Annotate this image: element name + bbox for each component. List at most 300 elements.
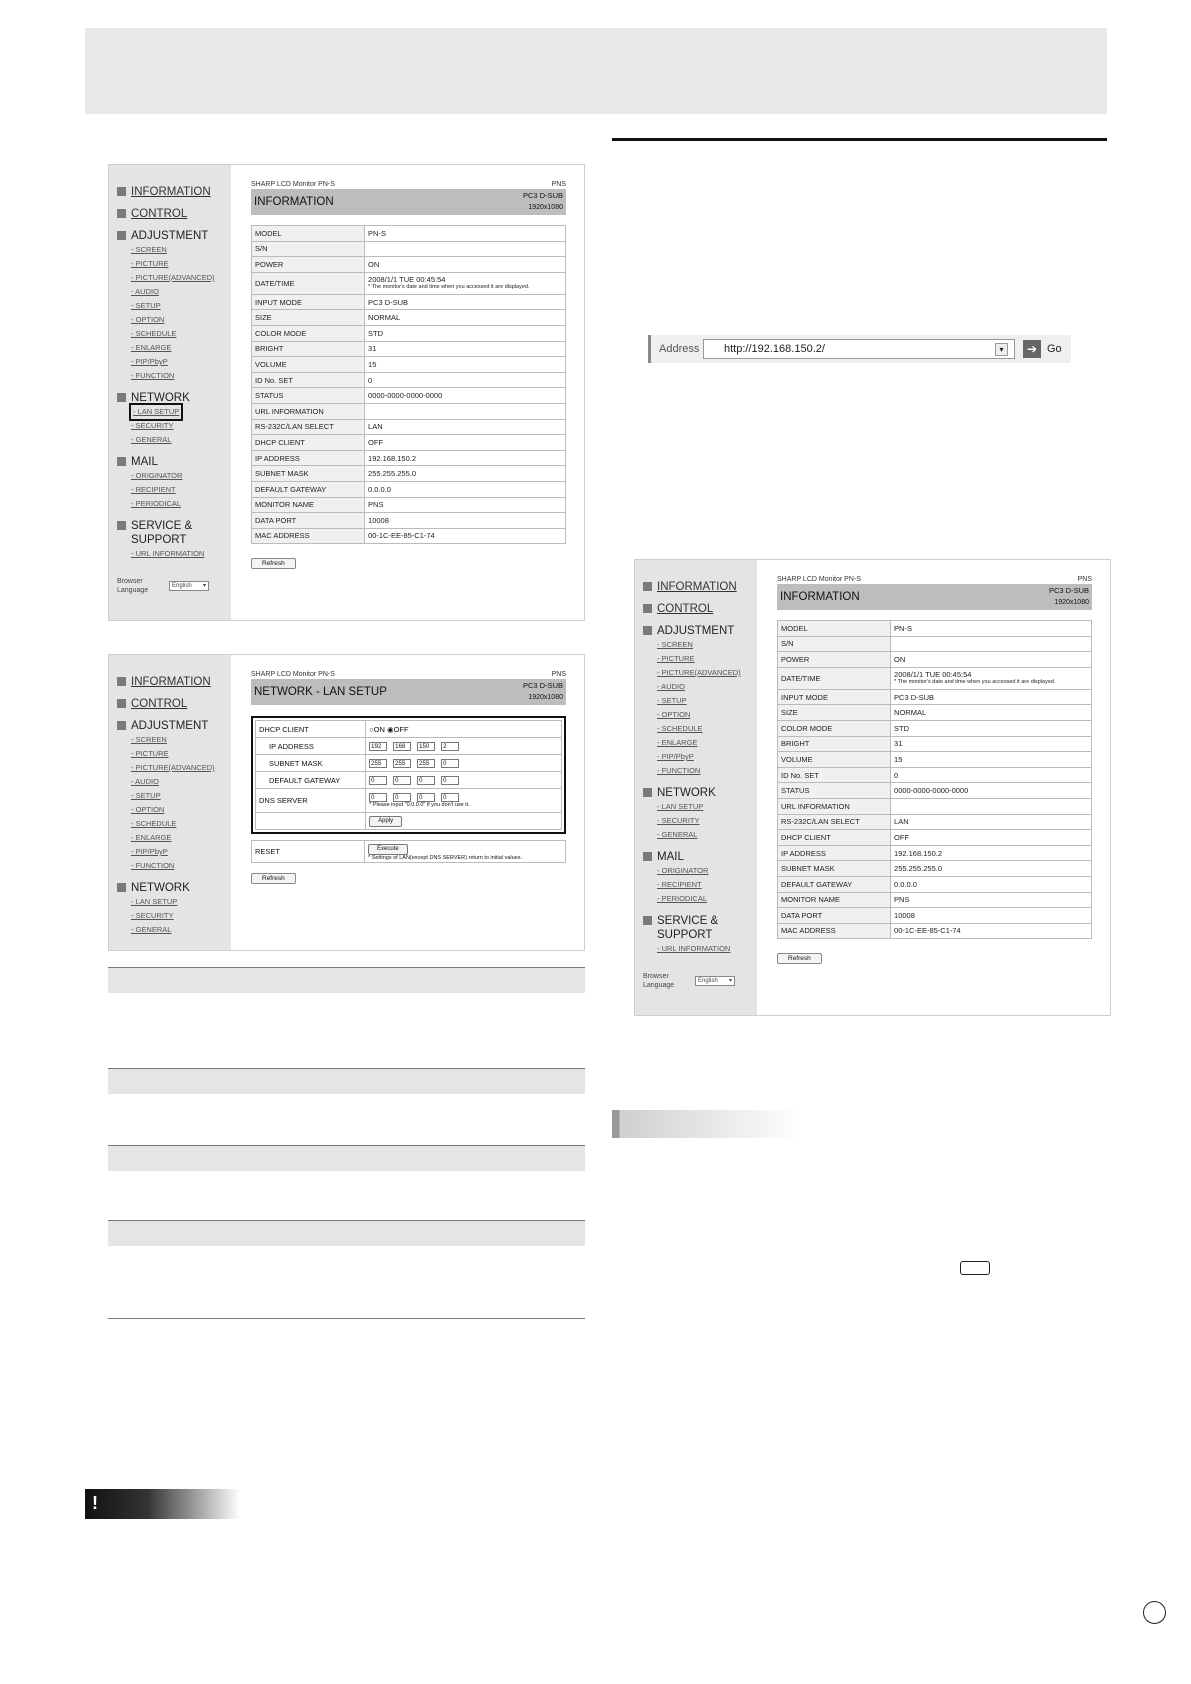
chevron-down-icon: ▾ <box>728 977 732 984</box>
reset-note: * Settings of LAN(except DNS SERVER) return to initial values. <box>368 854 522 861</box>
sidebar-subitem[interactable] <box>131 831 225 845</box>
sidebar-subitem[interactable] <box>657 694 751 708</box>
row-key: STATUS <box>778 783 891 799</box>
sidebar-category-label: ADJUSTMENT <box>131 230 209 242</box>
table-row <box>778 689 1092 705</box>
sidebar-subitem-label[interactable]: SCREEN <box>135 735 167 744</box>
refresh-button[interactable]: Refresh <box>251 558 296 569</box>
refresh-button[interactable]: Refresh <box>777 953 822 964</box>
row-value-cell <box>891 636 1092 652</box>
info-table <box>777 620 1092 939</box>
sidebar-subitem-wrap <box>657 866 708 875</box>
ip-fields <box>366 738 562 755</box>
row-key: IP ADDRESS <box>778 845 891 861</box>
sidebar-subitem-label[interactable]: ORIGINATOR <box>135 471 183 480</box>
sidebar-subitem-label[interactable]: LAN SETUP <box>137 407 180 416</box>
row-value-cell <box>365 513 566 529</box>
sidebar-subitem[interactable] <box>657 680 751 694</box>
row-value: 00-1C-EE-85-C1-74 <box>894 926 961 936</box>
row-value: PNS <box>894 895 910 905</box>
row-value-cell <box>891 720 1092 736</box>
sidebar-subitem[interactable] <box>657 764 751 778</box>
sidebar-subitem-wrap <box>657 752 694 761</box>
sidebar-subitem[interactable] <box>131 355 225 369</box>
sidebar-category[interactable] <box>117 185 225 199</box>
sidebar-category <box>117 881 225 895</box>
sidebar-subitem[interactable] <box>131 483 225 497</box>
square-bullet-icon <box>643 604 652 613</box>
language-select[interactable] <box>695 976 735 986</box>
row-key: DEFAULT GATEWAY <box>778 876 891 892</box>
sidebar-subitem[interactable] <box>131 909 225 923</box>
reset-table <box>251 840 566 863</box>
dash-bullet: - <box>657 738 662 747</box>
row-value: ON <box>368 259 380 269</box>
row-value-cell <box>365 341 566 357</box>
note-heading-bar <box>612 1110 802 1138</box>
sidebar-subitem-label[interactable]: SCHEDULE <box>135 329 177 338</box>
sidebar-subitem-label[interactable]: URL INFORMATION <box>661 944 731 953</box>
ip-octet-input[interactable]: 192 <box>369 742 387 751</box>
sidebar-subitem[interactable] <box>131 243 225 257</box>
sidebar-subitem-label[interactable]: PICTURE <box>135 749 169 758</box>
sidebar-category <box>117 519 225 547</box>
sidebar-subitem[interactable] <box>657 864 751 878</box>
sidebar-subitem[interactable] <box>131 789 225 803</box>
row-value-cell <box>365 357 566 373</box>
section-heading-bar <box>108 1145 585 1171</box>
sidebar-subitem-wrap <box>131 763 215 772</box>
square-bullet-icon <box>117 699 126 708</box>
dash-bullet: - <box>657 830 662 839</box>
row-key: MAC ADDRESS <box>252 528 365 544</box>
sidebar-subitem-label[interactable]: SETUP <box>135 791 161 800</box>
dash-bullet: - <box>131 301 136 310</box>
input-mode-label: PC3 D-SUB <box>522 191 563 200</box>
sidebar-subitem[interactable] <box>657 814 751 828</box>
table-row <box>252 341 566 357</box>
sidebar-subitem[interactable] <box>131 817 225 831</box>
table-row <box>252 450 566 466</box>
sidebar-category[interactable] <box>117 697 225 711</box>
row-key: S/N <box>252 241 365 257</box>
dash-bullet: - <box>657 668 662 677</box>
sidebar-subitem-wrap <box>131 819 176 828</box>
sidebar-category-label: NETWORK <box>131 882 190 894</box>
sidebar-subitem-label[interactable]: PIP/PbyP <box>135 357 168 366</box>
title-bar <box>777 584 1092 610</box>
sidebar-category[interactable] <box>643 602 751 616</box>
square-bullet-icon <box>643 788 652 797</box>
sidebar-subitem-label[interactable]: GENERAL <box>135 925 172 934</box>
dash-bullet: - <box>131 357 136 366</box>
sidebar-subitem-label[interactable]: RECIPIENT <box>661 880 702 889</box>
row-value-cell <box>891 767 1092 783</box>
row-value-cell <box>365 294 566 310</box>
sidebar-category-label[interactable]: INFORMATION <box>131 676 211 688</box>
browser-language-label: Browser Language <box>117 578 149 594</box>
sidebar-category <box>117 455 225 469</box>
row-key: IP ADDRESS <box>252 450 365 466</box>
sidebar-subitem[interactable] <box>131 419 225 433</box>
sidebar-subitem-label[interactable]: ENLARGE <box>135 343 172 352</box>
language-select[interactable] <box>169 581 209 591</box>
sidebar-subitem-label[interactable]: GENERAL <box>135 435 172 444</box>
dhcp-on-radio[interactable]: ○ <box>369 724 374 734</box>
sidebar <box>109 165 231 620</box>
sidebar-subitem-label[interactable]: PICTURE(ADVANCED) <box>135 763 215 772</box>
table-row <box>252 241 566 257</box>
sidebar-subitem-wrap <box>131 435 171 444</box>
row-value-cell <box>365 450 566 466</box>
sidebar-subitem[interactable] <box>131 845 225 859</box>
table-row <box>778 736 1092 752</box>
ip-octet-input[interactable]: 150 <box>417 742 435 751</box>
square-bullet-icon <box>643 626 652 635</box>
sidebar-subitem[interactable] <box>131 327 225 341</box>
dash-bullet: - <box>657 866 662 875</box>
row-value: 15 <box>894 754 903 764</box>
sidebar-category[interactable] <box>117 207 225 221</box>
sidebar-subitem-label[interactable]: ENLARGE <box>661 738 698 747</box>
gateway-octet-input[interactable]: 0 <box>441 776 459 785</box>
row-value: STD <box>368 328 384 338</box>
sidebar-subitem[interactable] <box>131 803 225 817</box>
sidebar-subitem-label[interactable]: LAN SETUP <box>661 802 704 811</box>
sidebar-subitem-label[interactable]: PICTURE <box>135 259 169 268</box>
sidebar-subitem-label[interactable]: PIP/PbyP <box>135 847 168 856</box>
sidebar-subitem-wrap <box>657 696 687 705</box>
dash-bullet: - <box>131 259 136 268</box>
subnet-octet-input[interactable]: 0 <box>441 759 459 768</box>
table-row <box>252 325 566 341</box>
gateway-octet-input[interactable]: 0 <box>393 776 411 785</box>
sidebar-subitem-label[interactable]: SETUP <box>135 301 161 310</box>
row-value-cell <box>891 705 1092 721</box>
sidebar-subitem[interactable] <box>657 942 751 956</box>
table-row <box>778 783 1092 799</box>
table-row <box>252 372 566 388</box>
dns-octet-input[interactable]: 0 <box>369 793 387 802</box>
row-key: DEFAULT GATEWAY <box>252 481 365 497</box>
sidebar-subitem[interactable] <box>657 828 751 842</box>
sidebar-subitem[interactable] <box>657 708 751 722</box>
row-key: URL INFORMATION <box>778 798 891 814</box>
sidebar-subitem-label[interactable]: PICTURE <box>661 654 695 663</box>
sidebar-subitem[interactable] <box>657 736 751 750</box>
sidebar-subitem-label[interactable]: OPTION <box>661 710 691 719</box>
sidebar-subitem-wrap <box>131 329 176 338</box>
sidebar-subitem-label[interactable]: SETUP <box>661 696 687 705</box>
sidebar-subitem-label[interactable]: SECURITY <box>135 911 174 920</box>
dash-bullet: - <box>131 833 136 842</box>
sidebar-subitem-label[interactable]: LAN SETUP <box>135 897 178 906</box>
row-key: MONITOR NAME <box>778 892 891 908</box>
row-key: DATA PORT <box>778 908 891 924</box>
row-key: COLOR MODE <box>252 325 365 341</box>
sidebar-subitem-label[interactable]: OPTION <box>135 315 165 324</box>
sidebar-subitem-wrap <box>657 640 693 649</box>
sidebar-subitem[interactable] <box>657 666 751 680</box>
chevron-down-icon[interactable]: ▾ <box>995 343 1008 356</box>
sidebar-subitem[interactable] <box>657 652 751 666</box>
sidebar-subitem[interactable] <box>657 638 751 652</box>
sidebar-subitem[interactable] <box>131 369 225 383</box>
sidebar-subitem-wrap <box>657 880 702 889</box>
sidebar-subitem-wrap <box>131 371 174 380</box>
sidebar-subitem-label[interactable]: AUDIO <box>135 777 159 786</box>
sidebar-subitem[interactable] <box>131 497 225 511</box>
sidebar-subitem[interactable] <box>131 469 225 483</box>
sidebar-subitem-label[interactable]: PICTURE(ADVANCED) <box>135 273 215 282</box>
sidebar-subitem-label[interactable]: AUDIO <box>135 287 159 296</box>
row-key: MAC ADDRESS <box>778 923 891 939</box>
sidebar-subitem-label[interactable]: URL INFORMATION <box>135 549 205 558</box>
sidebar-subitem[interactable] <box>131 405 225 419</box>
apply-button[interactable]: Apply <box>369 816 402 827</box>
row-value-cell <box>365 497 566 513</box>
sidebar-subitem[interactable] <box>657 800 751 814</box>
sidebar-category-label: ADJUSTMENT <box>657 625 735 637</box>
ip-octet-input[interactable]: 168 <box>393 742 411 751</box>
sidebar-category-label[interactable]: INFORMATION <box>657 581 737 593</box>
sidebar-subitem[interactable] <box>657 878 751 892</box>
row-value: 15 <box>368 359 377 369</box>
sidebar-subitem-wrap <box>131 421 174 430</box>
row-value: 0 <box>368 375 373 385</box>
section-rule <box>612 138 1107 141</box>
square-bullet-icon <box>117 393 126 402</box>
sidebar-subitem-label[interactable]: ENLARGE <box>135 833 172 842</box>
sidebar-category-label: MAIL <box>657 851 684 863</box>
row-value: 2008/1/1 TUE 00:45:54 <box>894 670 972 680</box>
main-panel <box>251 655 566 950</box>
sidebar-subitem[interactable] <box>131 341 225 355</box>
go-arrow-icon[interactable]: ➔ <box>1023 340 1041 358</box>
sidebar-subitem[interactable] <box>131 859 225 873</box>
sidebar-subitem-label[interactable]: SCHEDULE <box>661 724 703 733</box>
sidebar-subitem-label[interactable]: PICTURE(ADVANCED) <box>661 668 741 677</box>
row-value-cell <box>891 830 1092 846</box>
sidebar-subitem[interactable] <box>131 313 225 327</box>
go-button[interactable]: Go <box>1047 343 1062 355</box>
sidebar-subitem[interactable] <box>657 722 751 736</box>
sidebar-category-label: MAIL <box>131 456 158 468</box>
sidebar-subitem-label[interactable]: FUNCTION <box>661 766 701 775</box>
table-row <box>252 294 566 310</box>
sidebar-subitem[interactable] <box>131 285 225 299</box>
row-key: INPUT MODE <box>778 689 891 705</box>
dash-bullet: - <box>131 499 136 508</box>
table-row <box>252 310 566 326</box>
dash-bullet: - <box>131 749 136 758</box>
row-key: SIZE <box>252 310 365 326</box>
dhcp-off-radio[interactable]: ◉ <box>387 724 394 734</box>
sidebar-subitem[interactable] <box>131 547 225 561</box>
sidebar-subitem-label[interactable]: PERIODICAL <box>135 499 182 508</box>
sidebar-subitem-wrap <box>657 724 702 733</box>
model-line: SHARP LCD Monitor PN-S <box>777 576 861 583</box>
row-value-cell <box>891 752 1092 768</box>
sidebar-subitem-label[interactable]: SECURITY <box>661 816 700 825</box>
subnet-octet-input[interactable]: 255 <box>393 759 411 768</box>
table-row <box>252 513 566 529</box>
sidebar-subitem-wrap <box>131 833 171 842</box>
row-value: 192.168.150.2 <box>894 848 942 858</box>
sidebar-subitem-label[interactable]: SCREEN <box>135 245 167 254</box>
sidebar-subitem-label[interactable]: AUDIO <box>661 682 685 691</box>
sidebar-subitem[interactable] <box>131 747 225 761</box>
table-row <box>252 403 566 419</box>
info-page-screenshot <box>108 164 585 621</box>
dash-bullet: - <box>131 763 136 772</box>
sidebar-subitem[interactable] <box>131 775 225 789</box>
dash-bullet: - <box>131 315 136 324</box>
execute-button[interactable]: Execute <box>368 844 408 855</box>
dns-octet-input[interactable]: 0 <box>417 793 435 802</box>
sidebar-subitem-label[interactable]: OPTION <box>135 805 165 814</box>
row-value-cell <box>365 388 566 404</box>
square-bullet-icon <box>117 721 126 730</box>
row-value: ON <box>894 654 906 664</box>
resolution-label: 1920x1080 <box>528 204 563 211</box>
row-key: COLOR MODE <box>778 720 891 736</box>
sidebar-category[interactable] <box>117 675 225 689</box>
sidebar-subitem-wrap <box>131 549 204 558</box>
sidebar-subitem-wrap <box>131 499 181 508</box>
dash-bullet: - <box>131 847 136 856</box>
row-value: 0000-0000-0000-0000 <box>368 391 443 401</box>
row-key: STATUS <box>252 388 365 404</box>
sidebar-subitem[interactable] <box>131 733 225 747</box>
dash-bullet: - <box>131 819 136 828</box>
sidebar-subitem-label[interactable]: ORIGINATOR <box>661 866 709 875</box>
gateway-label: DEFAULT GATEWAY <box>256 772 366 789</box>
lan-setup-screenshot <box>108 654 585 951</box>
sidebar-category[interactable] <box>643 580 751 594</box>
sidebar-subitem-label[interactable]: RECIPIENT <box>135 485 176 494</box>
row-value-cell <box>891 845 1092 861</box>
table-row <box>252 257 566 273</box>
address-input[interactable] <box>703 339 1015 359</box>
sidebar-subitem[interactable] <box>131 433 225 447</box>
title-bar <box>251 189 566 215</box>
table-row <box>778 861 1092 877</box>
browser-language-row <box>117 577 225 595</box>
row-value: 255.255.255.0 <box>368 469 416 479</box>
square-bullet-icon <box>643 916 652 925</box>
table-row <box>778 876 1092 892</box>
sidebar-subitem-wrap <box>657 830 697 839</box>
dash-bullet: - <box>657 802 662 811</box>
sidebar-subitem-label[interactable]: FUNCTION <box>135 861 175 870</box>
browser-address-bar <box>648 335 1071 363</box>
row-value: 255.255.255.0 <box>894 864 942 874</box>
sidebar-subitem[interactable] <box>131 923 225 937</box>
dash-bullet: - <box>131 777 136 786</box>
dash-bullet: - <box>657 894 662 903</box>
sidebar-subitem[interactable] <box>657 750 751 764</box>
table-row <box>778 667 1092 689</box>
ip-octet-input[interactable]: 2 <box>441 742 459 751</box>
row-value: 0000-0000-0000-0000 <box>894 786 969 796</box>
row-value: 0.0.0.0 <box>894 879 917 889</box>
dns-octet-input[interactable]: 0 <box>393 793 411 802</box>
sidebar-subitem-wrap <box>131 485 176 494</box>
subnet-octet-input[interactable]: 255 <box>369 759 387 768</box>
dash-bullet: - <box>657 766 662 775</box>
sidebar-subitem[interactable] <box>131 299 225 313</box>
sidebar-subitem-wrap <box>131 805 164 814</box>
sidebar-subitem-label[interactable]: FUNCTION <box>135 371 175 380</box>
sidebar-subitem-label[interactable]: SCREEN <box>661 640 693 649</box>
dash-bullet: - <box>131 371 136 380</box>
warning-heading-bar <box>85 1489 240 1519</box>
dash-bullet: - <box>657 880 662 889</box>
dash-bullet: - <box>131 471 136 480</box>
main-panel <box>251 165 566 620</box>
table-row <box>252 466 566 482</box>
sidebar-subitem[interactable] <box>131 761 225 775</box>
dhcp-radios <box>366 721 562 738</box>
sidebar-subitem-label[interactable]: SCHEDULE <box>135 819 177 828</box>
sidebar-subitem-label[interactable]: PERIODICAL <box>661 894 708 903</box>
sidebar-category-label[interactable]: CONTROL <box>131 698 188 710</box>
sidebar-subitem-wrap <box>131 315 164 324</box>
sidebar-subitem-wrap <box>131 897 177 906</box>
dns-octet-input[interactable]: 0 <box>441 793 459 802</box>
sidebar-subitem-wrap <box>657 766 700 775</box>
subnet-octet-input[interactable]: 255 <box>417 759 435 768</box>
sidebar-subitem[interactable] <box>131 257 225 271</box>
sidebar-category-label[interactable]: CONTROL <box>131 208 188 220</box>
row-value-cell <box>891 798 1092 814</box>
row-value: 00-1C-EE-85-C1-74 <box>368 531 435 541</box>
sidebar-category-label: NETWORK <box>657 787 716 799</box>
row-value: 10008 <box>894 910 915 920</box>
row-value: PC3 D-SUB <box>368 297 409 307</box>
row-value: 2008/1/1 TUE 00:45:54 <box>368 275 446 285</box>
dhcp-label: DHCP CLIENT <box>256 721 366 738</box>
row-value-cell <box>365 403 566 419</box>
sidebar-subitem[interactable] <box>131 895 225 909</box>
square-bullet-icon <box>117 883 126 892</box>
row-value-cell <box>891 908 1092 924</box>
sidebar-subitem[interactable] <box>131 271 225 285</box>
table-row <box>778 908 1092 924</box>
gateway-octet-input[interactable]: 0 <box>417 776 435 785</box>
reset-label: RESET <box>252 841 365 863</box>
row-value-cell <box>891 621 1092 637</box>
sidebar-subitem-label[interactable]: GENERAL <box>661 830 698 839</box>
sidebar-subitem-wrap <box>131 357 168 366</box>
sidebar-category-label: SERVICE & SUPPORT <box>657 915 719 941</box>
table-row <box>252 419 566 435</box>
sidebar-category-label[interactable]: CONTROL <box>657 603 714 615</box>
table-row <box>778 892 1092 908</box>
dns-label: DNS SERVER <box>256 789 366 813</box>
refresh-button[interactable]: Refresh <box>251 873 296 884</box>
sidebar-subitem-label[interactable]: PIP/PbyP <box>661 752 694 761</box>
browser-language-row <box>643 972 751 990</box>
title-bar <box>251 679 566 705</box>
sidebar-subitem-label[interactable]: SECURITY <box>135 421 174 430</box>
dash-bullet: - <box>131 735 136 744</box>
sidebar-category-label[interactable]: INFORMATION <box>131 186 211 198</box>
table-row <box>252 528 566 544</box>
sidebar-subitem[interactable] <box>657 892 751 906</box>
gateway-octet-input[interactable]: 0 <box>369 776 387 785</box>
